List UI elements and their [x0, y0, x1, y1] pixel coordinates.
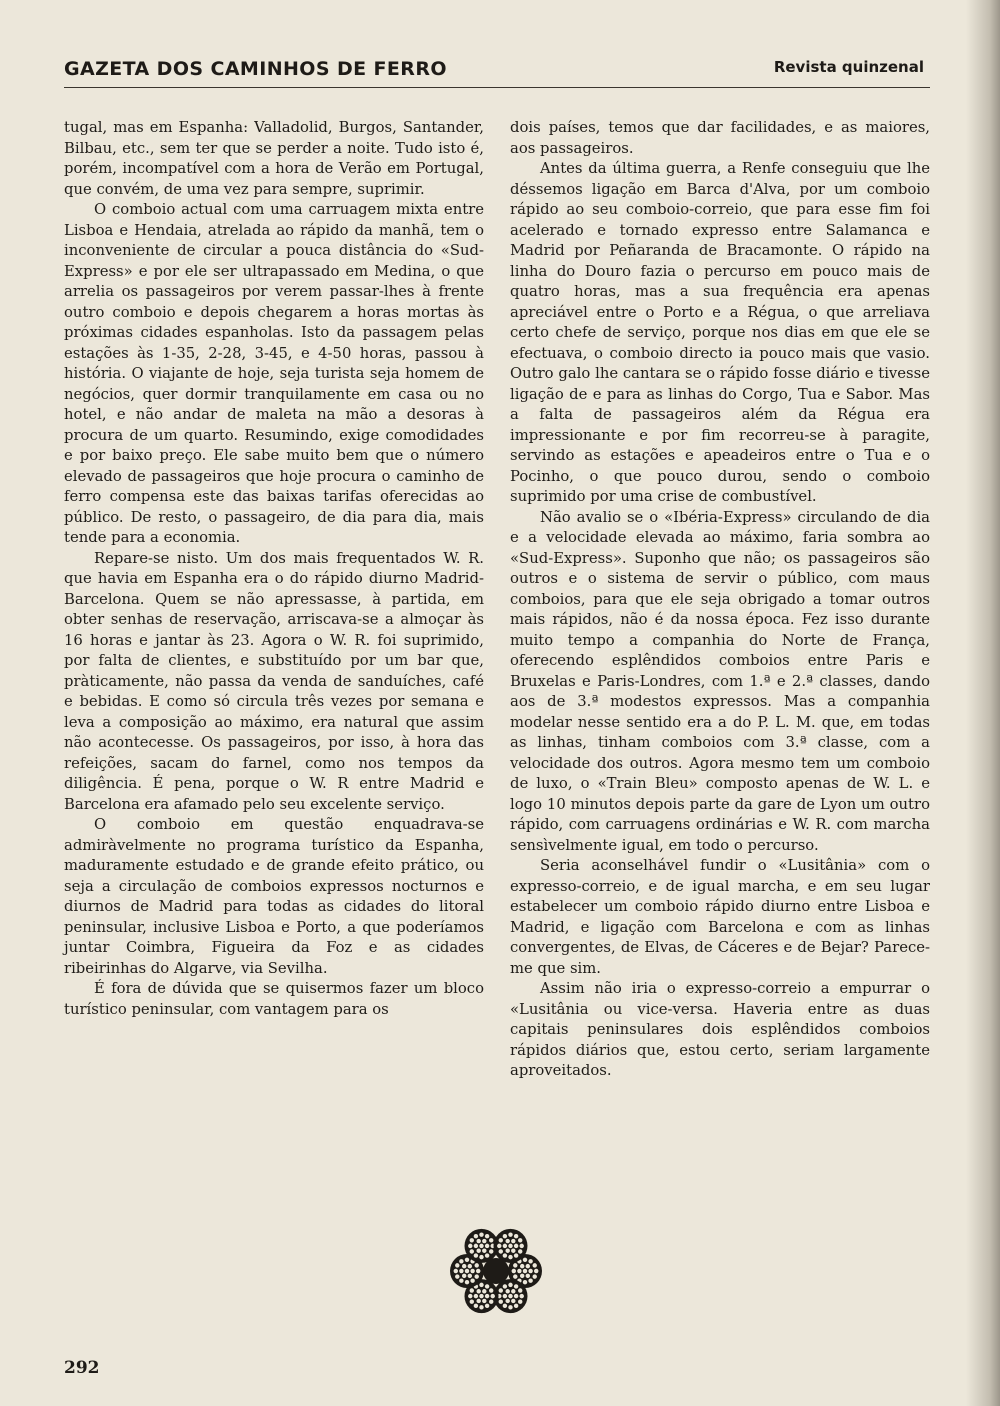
page-number: 292: [64, 1358, 100, 1378]
paragraph: Seria aconselhável fundir o «Lusitânia» com o expresso-correio, e de igual marcha, e em seu lugar estabelecer um comboio rápido diurno entre Lisboa e Madrid, e ligação com Barcelona e com as linhas convergentes, de Elvas, de Cáceres e de Bejar? Parece-me que sim.: [510, 857, 930, 977]
paragraph: O comboio em questão enquadrava-se admiràvelmente no programa turístico da Espanha, maduramente estudado e de grande efeito prático, ou seja a circulação de comboios expressos nocturnos e diurnos de Madrid para todas as cidades do litoral peninsular, inclusive Lisboa e Porto, a que poderíamos juntar Coimbra, Figueira da Foz e as cidades ribeirinhas do Algarve, via Sevilha.: [64, 816, 484, 977]
paragraph: dois países, temos que dar facilidades, e as maiores, aos passageiros.: [510, 119, 930, 157]
paragraph: Assim não iria o expresso-correio a empurrar o «Lusitânia ou vice-versa. Haveria entre as duas capitais peninsulares dois esplêndidos comboios rápidos diários que, estou certo, seriam largamente aproveitados.: [510, 980, 930, 1079]
right-column: [510, 118, 930, 1082]
left-column: [64, 118, 484, 1020]
paragraph: Repare-se nisto. Um dos mais frequentados W. R. que havia em Espanha era o do rápido diurno Madrid-Barcelona. Quem se não apressasse, à partida, em obter senhas de reservação, arriscava-se a almoçar às 16 horas e jantar às 23. Agora o W. R. foi suprimido, por falta de clientes, e substituído por um bar que, pràticamente, não passa da venda de sanduíches, café e bebidas. E como só circula três vezes por semana e leva a composição ao máximo, era natural que assim não acontecesse. Os passageiros, por isso, à hora das refeições, sacam do farnel, como nos tempos da diligência. É pena, porque o W. R entre Madrid e Barcelona era afamado pelo seu excelente serviço.: [64, 549, 484, 813]
paragraph: tugal, mas em Espanha: Valladolid, Burgos, Santander, Bilbau, etc., sem ter que se perder a noite. Tudo isto é, porém, incompatível com a hora de Verão em Portugal, que convém, de uma vez para sempre, suprimir.: [64, 119, 484, 198]
journal-tagline: Revista quinzenal: [773, 58, 924, 76]
wire-rope-cross-section-icon: [450, 1225, 542, 1317]
paragraph: Antes da última guerra, a Renfe conseguiu que lhe déssemos ligação em Barca d'Alva, por um comboio rápido ao seu comboio-correio, que para esse fim foi acelerado e tornado expresso entre Salamanca e Madrid por Peñaranda de Bracamonte. O rápido na linha do Douro fazia o percurso em pouco mais de quatro horas, mas a sua frequência era apenas apreciável entre o Porto e a Régua, o que arreliava certo chefe de serviço, porque nos dias em que ele se efectuava, o comboio directo ia pouco mais que vasio. Outro galo lhe cantara se o rápido fosse diário e tivesse ligação de e para as linhas do Corgo, Tua e Sabor. Mas a falta de passageiros além da Régua era impressionante e por fim recorreu-se à paragite, servindo as estações e apeadeiros entre o Tua e o Pocinho, o que pouco durou, sendo o comboio suprimido por uma crise de combustível.: [510, 160, 930, 505]
paragraph: É fora de dúvida que se quisermos fazer um bloco turístico peninsular, com vantagem para os: [64, 980, 484, 1018]
page-edge-shadow: [966, 0, 1000, 1406]
paragraph: Não avalio se o «Ibéria-Express» circulando de dia e a velocidade elevada ao máximo, faria sombra ao «Sud-Express». Suponho que não; os passageiros são outros e o sistema de servir o público, com maus comboios, para que ele seja obrigado a tomar outros mais rápidos, não é da nossa época. Fez isso durante muito tempo a companhia do Norte de França, oferecendo esplêndidos comboios entre Paris e Bruxelas e Paris-Londres, com 1.ª e 2.ª classes, dando aos de 3.ª modestos expressos. Mas a companhia modelar nesse sentido era a do P. L. M. que, em todas as linhas, tinham comboios com 3.ª classe, com a velocidade dos outros. Agora mesmo tem um comboio de luxo, o «Train Bleu» composto apenas de W. L. e logo 10 minutos depois parte da gare de Lyon um outro rápido, com carruagens ordinárias e W. R. com marcha sensìvelmente igual, em todo o percurso.: [510, 508, 930, 854]
paragraph: O comboio actual com uma carruagem mixta entre Lisboa e Hendaia, atrelada ao rápido da manhã, tem o inconveniente de circular a pouca distância do «Sud-Express» e por ele ser ultrapassado em Medina, o que arrelia os passageiros por verem passar-lhes à frente outro comboio e depois chegarem a horas mortas às próximas cidades espanholas. Isto da passagem pelas estações às 1-35, 2-28, 3-45, e 4-50 horas, passou à história. O viajante de hoje, seja turista seja homem de negócios, quer dormir tranquilamente em casa ou no hotel, e não andar de maleta na mão a desoras à procura de um quarto. Resumindo, exige comodidades e por baixo preço. Ele sabe muito bem que o número elevado de passageiros que hoje procura o caminho de ferro compensa este das baixas tarifas oferecidas ao público. De resto, o passageiro, de dia para dia, mais tende para a economia.: [64, 201, 484, 546]
header-divider: [64, 87, 930, 88]
journal-title: GAZETA DOS CAMINHOS DE FERRO: [64, 58, 447, 80]
